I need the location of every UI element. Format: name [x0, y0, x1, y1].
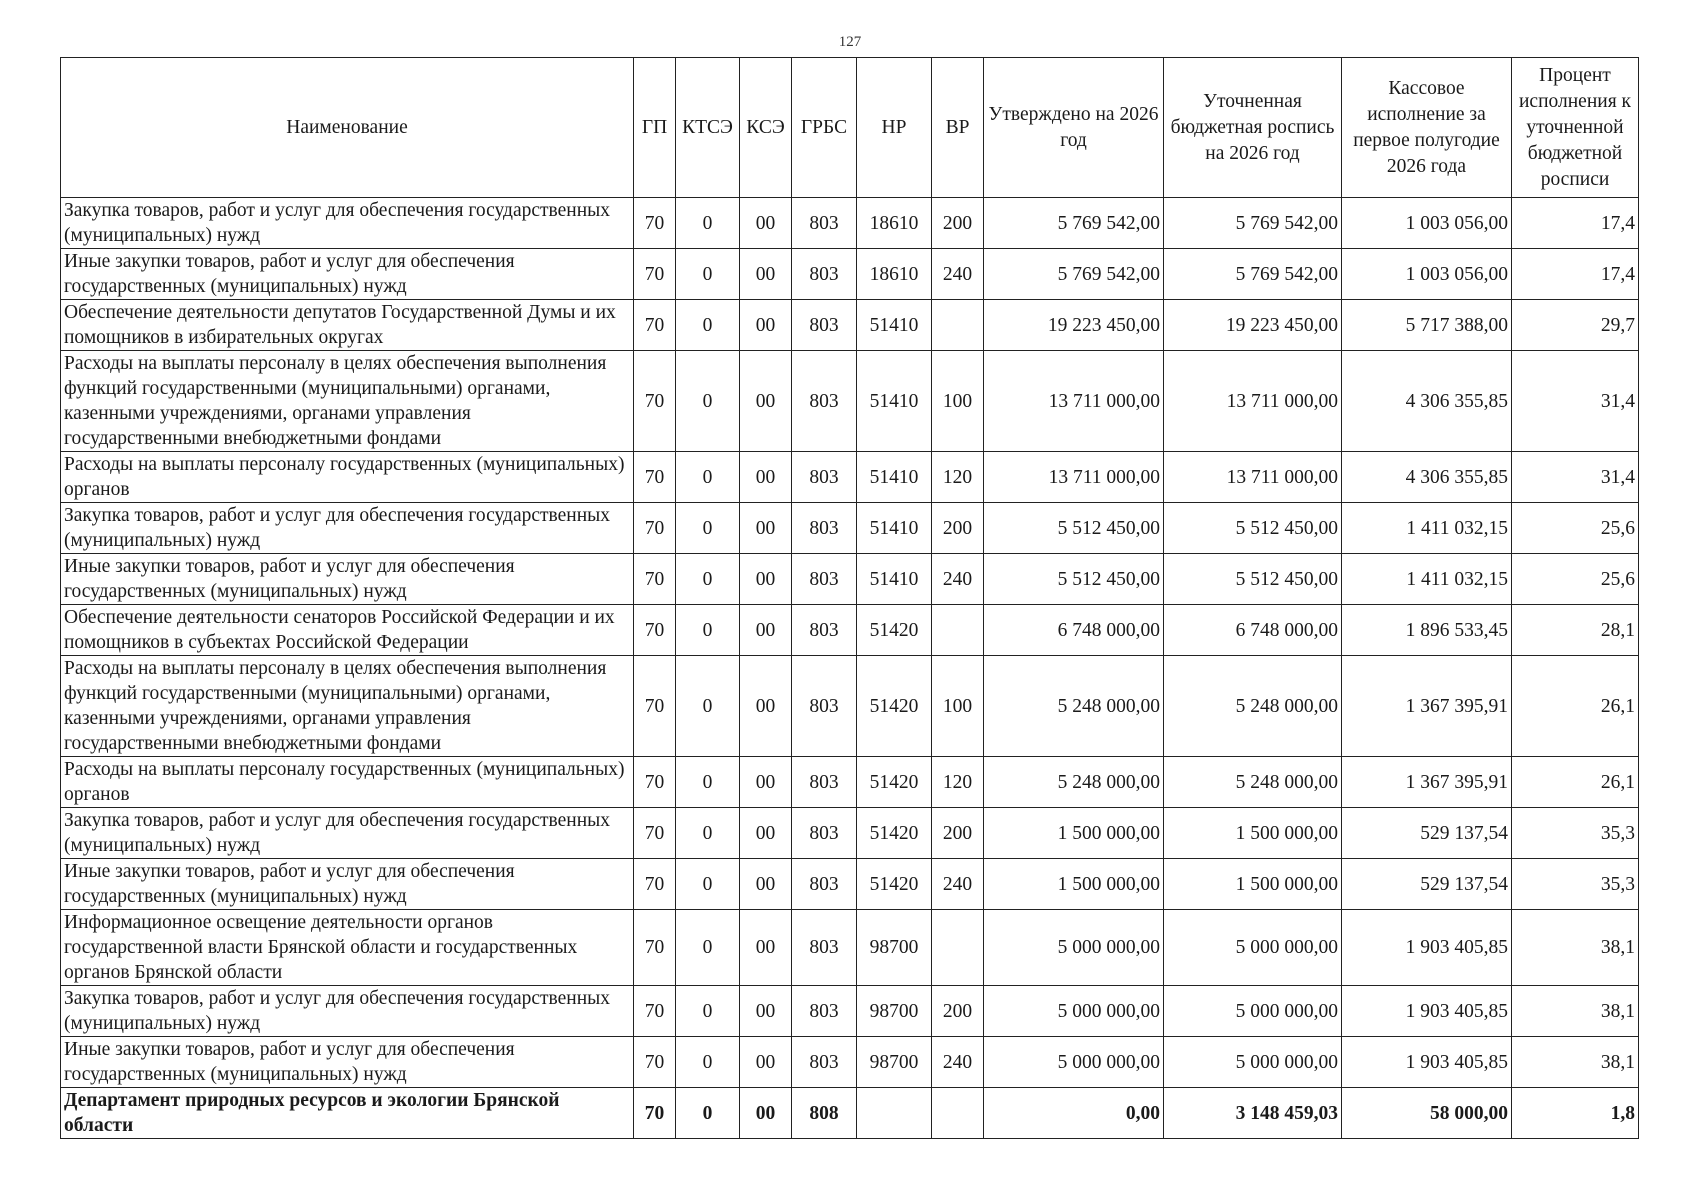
row-name: Закупка товаров, работ и услуг для обеспечения государственных (муниципальных) нужд — [61, 503, 634, 554]
row-refined: 5 769 542,00 — [1164, 198, 1342, 249]
row-nr: 51420 — [857, 605, 932, 656]
row-approved: 5 248 000,00 — [984, 757, 1164, 808]
row-ktse: 0 — [676, 859, 740, 910]
row-name: Информационное освещение деятельности органов государственной власти Брянской области и государственных органов Брянской области — [61, 910, 634, 986]
row-nr: 51420 — [857, 808, 932, 859]
row-kse: 00 — [740, 300, 792, 351]
row-kse: 00 — [740, 605, 792, 656]
row-vr — [932, 300, 984, 351]
table-row — [61, 605, 1639, 656]
header-refined: Уточненная бюджетная роспись на 2026 год — [1164, 58, 1342, 198]
row-gp: 70 — [634, 656, 676, 757]
row-gp: 70 — [634, 1037, 676, 1088]
row-ktse: 0 — [676, 198, 740, 249]
row-cash: 1 367 395,91 — [1342, 656, 1512, 757]
row-refined: 5 000 000,00 — [1164, 986, 1342, 1037]
row-approved: 5 000 000,00 — [984, 1037, 1164, 1088]
row-approved: 0,00 — [984, 1088, 1164, 1139]
row-percent: 38,1 — [1512, 1037, 1639, 1088]
row-grbs: 803 — [792, 910, 857, 986]
row-grbs: 803 — [792, 452, 857, 503]
row-gp: 70 — [634, 986, 676, 1037]
row-nr: 51410 — [857, 300, 932, 351]
row-gp: 70 — [634, 605, 676, 656]
row-percent: 35,3 — [1512, 859, 1639, 910]
row-name: Департамент природных ресурсов и экологии Брянской области — [61, 1088, 634, 1139]
row-vr: 200 — [932, 808, 984, 859]
row-ktse: 0 — [676, 1088, 740, 1139]
row-kse: 00 — [740, 1088, 792, 1139]
row-percent: 29,7 — [1512, 300, 1639, 351]
row-kse: 00 — [740, 452, 792, 503]
row-name: Обеспечение деятельности депутатов Государственной Думы и их помощников в избирательных округах — [61, 300, 634, 351]
row-refined: 13 711 000,00 — [1164, 452, 1342, 503]
row-percent: 26,1 — [1512, 656, 1639, 757]
row-grbs: 803 — [792, 198, 857, 249]
row-approved: 1 500 000,00 — [984, 808, 1164, 859]
row-gp: 70 — [634, 1088, 676, 1139]
row-refined: 5 769 542,00 — [1164, 249, 1342, 300]
row-vr: 200 — [932, 503, 984, 554]
table-row — [61, 910, 1639, 986]
row-cash: 1 903 405,85 — [1342, 986, 1512, 1037]
row-percent: 31,4 — [1512, 452, 1639, 503]
row-kse: 00 — [740, 554, 792, 605]
row-cash: 529 137,54 — [1342, 859, 1512, 910]
row-approved: 5 512 450,00 — [984, 503, 1164, 554]
header-percent: Процент исполнения к уточненной бюджетной росписи — [1512, 58, 1639, 198]
row-name: Иные закупки товаров, работ и услуг для обеспечения государственных (муниципальных) нужд — [61, 1037, 634, 1088]
header-grbs: ГРБС — [792, 58, 857, 198]
row-approved: 5 769 542,00 — [984, 198, 1164, 249]
table-row — [61, 859, 1639, 910]
table-row — [61, 656, 1639, 757]
row-nr: 51410 — [857, 351, 932, 452]
row-percent: 17,4 — [1512, 198, 1639, 249]
row-ktse: 0 — [676, 503, 740, 554]
row-name: Закупка товаров, работ и услуг для обеспечения государственных (муниципальных) нужд — [61, 986, 634, 1037]
row-grbs: 803 — [792, 859, 857, 910]
row-approved: 5 769 542,00 — [984, 249, 1164, 300]
row-ktse: 0 — [676, 249, 740, 300]
row-refined: 5 248 000,00 — [1164, 656, 1342, 757]
row-kse: 00 — [740, 656, 792, 757]
row-cash: 5 717 388,00 — [1342, 300, 1512, 351]
row-grbs: 803 — [792, 605, 857, 656]
row-vr: 200 — [932, 986, 984, 1037]
row-cash: 1 896 533,45 — [1342, 605, 1512, 656]
header-ktse: КТСЭ — [676, 58, 740, 198]
row-refined: 5 000 000,00 — [1164, 910, 1342, 986]
row-gp: 70 — [634, 910, 676, 986]
row-ktse: 0 — [676, 605, 740, 656]
table-row — [61, 1037, 1639, 1088]
row-approved: 19 223 450,00 — [984, 300, 1164, 351]
row-cash: 4 306 355,85 — [1342, 452, 1512, 503]
table-row — [61, 757, 1639, 808]
row-grbs: 803 — [792, 503, 857, 554]
row-percent: 25,6 — [1512, 503, 1639, 554]
row-name: Расходы на выплаты персоналу государственных (муниципальных) органов — [61, 757, 634, 808]
row-cash: 1 411 032,15 — [1342, 554, 1512, 605]
row-vr: 120 — [932, 452, 984, 503]
row-nr: 51420 — [857, 757, 932, 808]
row-name: Иные закупки товаров, работ и услуг для обеспечения государственных (муниципальных) нужд — [61, 859, 634, 910]
row-percent: 31,4 — [1512, 351, 1639, 452]
row-ktse: 0 — [676, 300, 740, 351]
row-nr: 98700 — [857, 1037, 932, 1088]
table-row — [61, 198, 1639, 249]
row-name: Закупка товаров, работ и услуг для обеспечения государственных (муниципальных) нужд — [61, 198, 634, 249]
row-cash: 4 306 355,85 — [1342, 351, 1512, 452]
row-approved: 6 748 000,00 — [984, 605, 1164, 656]
row-nr: 98700 — [857, 986, 932, 1037]
row-gp: 70 — [634, 249, 676, 300]
row-cash: 529 137,54 — [1342, 808, 1512, 859]
row-cash: 1 367 395,91 — [1342, 757, 1512, 808]
row-percent: 17,4 — [1512, 249, 1639, 300]
row-grbs: 808 — [792, 1088, 857, 1139]
row-grbs: 803 — [792, 656, 857, 757]
row-ktse: 0 — [676, 910, 740, 986]
row-refined: 5 512 450,00 — [1164, 554, 1342, 605]
table-row — [61, 808, 1639, 859]
header-row — [61, 58, 1639, 198]
row-refined: 19 223 450,00 — [1164, 300, 1342, 351]
row-name: Иные закупки товаров, работ и услуг для обеспечения государственных (муниципальных) нужд — [61, 554, 634, 605]
row-kse: 00 — [740, 910, 792, 986]
row-refined: 5 248 000,00 — [1164, 757, 1342, 808]
row-gp: 70 — [634, 859, 676, 910]
row-nr: 98700 — [857, 910, 932, 986]
row-gp: 70 — [634, 554, 676, 605]
row-vr — [932, 910, 984, 986]
row-approved: 5 248 000,00 — [984, 656, 1164, 757]
row-name: Расходы на выплаты персоналу в целях обеспечения выполнения функций государственными (муниципальными) органами, казенными учреждениями, органами управления государственными внебюджетными фондами — [61, 656, 634, 757]
row-nr — [857, 1088, 932, 1139]
header-cash: Кассовое исполнение за первое полугодие 2026 года — [1342, 58, 1512, 198]
row-percent: 1,8 — [1512, 1088, 1639, 1139]
header-gp: ГП — [634, 58, 676, 198]
row-approved: 5 000 000,00 — [984, 910, 1164, 986]
row-refined: 1 500 000,00 — [1164, 808, 1342, 859]
row-ktse: 0 — [676, 757, 740, 808]
row-grbs: 803 — [792, 554, 857, 605]
row-percent: 26,1 — [1512, 757, 1639, 808]
row-gp: 70 — [634, 351, 676, 452]
row-refined: 1 500 000,00 — [1164, 859, 1342, 910]
table-row — [61, 554, 1639, 605]
row-approved: 13 711 000,00 — [984, 351, 1164, 452]
header-kse: КСЭ — [740, 58, 792, 198]
row-vr — [932, 1088, 984, 1139]
row-gp: 70 — [634, 300, 676, 351]
row-vr: 240 — [932, 554, 984, 605]
row-name: Расходы на выплаты персоналу в целях обеспечения выполнения функций государственными (муниципальными) органами, казенными учреждениями, органами управления государственными внебюджетными фондами — [61, 351, 634, 452]
row-refined: 5 000 000,00 — [1164, 1037, 1342, 1088]
row-ktse: 0 — [676, 554, 740, 605]
table-row — [61, 300, 1639, 351]
row-ktse: 0 — [676, 351, 740, 452]
row-name: Закупка товаров, работ и услуг для обеспечения государственных (муниципальных) нужд — [61, 808, 634, 859]
row-nr: 51410 — [857, 503, 932, 554]
header-approved: Утверждено на 2026 год — [984, 58, 1164, 198]
row-percent: 28,1 — [1512, 605, 1639, 656]
row-refined: 3 148 459,03 — [1164, 1088, 1342, 1139]
row-grbs: 803 — [792, 249, 857, 300]
row-vr: 240 — [932, 249, 984, 300]
row-vr: 240 — [932, 1037, 984, 1088]
row-kse: 00 — [740, 249, 792, 300]
row-approved: 1 500 000,00 — [984, 859, 1164, 910]
row-kse: 00 — [740, 351, 792, 452]
budget-table — [60, 57, 1639, 1139]
header-vr: ВР — [932, 58, 984, 198]
row-nr: 51420 — [857, 859, 932, 910]
row-name: Расходы на выплаты персоналу государственных (муниципальных) органов — [61, 452, 634, 503]
row-approved: 5 000 000,00 — [984, 986, 1164, 1037]
row-gp: 70 — [634, 503, 676, 554]
row-percent: 38,1 — [1512, 986, 1639, 1037]
row-nr: 18610 — [857, 249, 932, 300]
row-name: Обеспечение деятельности сенаторов Российской Федерации и их помощников в субъектах Российской Федерации — [61, 605, 634, 656]
row-cash: 1 003 056,00 — [1342, 198, 1512, 249]
row-vr: 100 — [932, 351, 984, 452]
row-grbs: 803 — [792, 986, 857, 1037]
row-nr: 51420 — [857, 656, 932, 757]
row-kse: 00 — [740, 859, 792, 910]
row-kse: 00 — [740, 757, 792, 808]
row-grbs: 803 — [792, 757, 857, 808]
row-kse: 00 — [740, 198, 792, 249]
header-nr: НР — [857, 58, 932, 198]
row-grbs: 803 — [792, 300, 857, 351]
row-vr: 240 — [932, 859, 984, 910]
row-vr: 120 — [932, 757, 984, 808]
row-ktse: 0 — [676, 808, 740, 859]
row-gp: 70 — [634, 452, 676, 503]
row-percent: 38,1 — [1512, 910, 1639, 986]
header-name: Наименование — [61, 58, 634, 198]
row-percent: 35,3 — [1512, 808, 1639, 859]
row-refined: 5 512 450,00 — [1164, 503, 1342, 554]
row-refined: 6 748 000,00 — [1164, 605, 1342, 656]
row-vr: 100 — [932, 656, 984, 757]
row-cash: 1 903 405,85 — [1342, 910, 1512, 986]
table-row — [61, 503, 1639, 554]
row-approved: 5 512 450,00 — [984, 554, 1164, 605]
row-kse: 00 — [740, 503, 792, 554]
table-body — [61, 198, 1639, 1139]
row-grbs: 803 — [792, 1037, 857, 1088]
row-ktse: 0 — [676, 656, 740, 757]
table-row — [61, 351, 1639, 452]
row-ktse: 0 — [676, 1037, 740, 1088]
table-row — [61, 249, 1639, 300]
row-grbs: 803 — [792, 351, 857, 452]
row-kse: 00 — [740, 1037, 792, 1088]
row-cash: 58 000,00 — [1342, 1088, 1512, 1139]
row-cash: 1 003 056,00 — [1342, 249, 1512, 300]
page-number: 127 — [838, 34, 862, 50]
table-row — [61, 1088, 1639, 1139]
row-vr: 200 — [932, 198, 984, 249]
row-ktse: 0 — [676, 452, 740, 503]
row-refined: 13 711 000,00 — [1164, 351, 1342, 452]
row-kse: 00 — [740, 986, 792, 1037]
row-name: Иные закупки товаров, работ и услуг для обеспечения государственных (муниципальных) нужд — [61, 249, 634, 300]
row-nr: 51410 — [857, 554, 932, 605]
row-cash: 1 903 405,85 — [1342, 1037, 1512, 1088]
table-row — [61, 986, 1639, 1037]
row-gp: 70 — [634, 808, 676, 859]
row-ktse: 0 — [676, 986, 740, 1037]
row-cash: 1 411 032,15 — [1342, 503, 1512, 554]
row-gp: 70 — [634, 198, 676, 249]
row-kse: 00 — [740, 808, 792, 859]
row-nr: 51410 — [857, 452, 932, 503]
row-gp: 70 — [634, 757, 676, 808]
row-percent: 25,6 — [1512, 554, 1639, 605]
row-nr: 18610 — [857, 198, 932, 249]
row-approved: 13 711 000,00 — [984, 452, 1164, 503]
row-vr — [932, 605, 984, 656]
table-row — [61, 452, 1639, 503]
row-grbs: 803 — [792, 808, 857, 859]
